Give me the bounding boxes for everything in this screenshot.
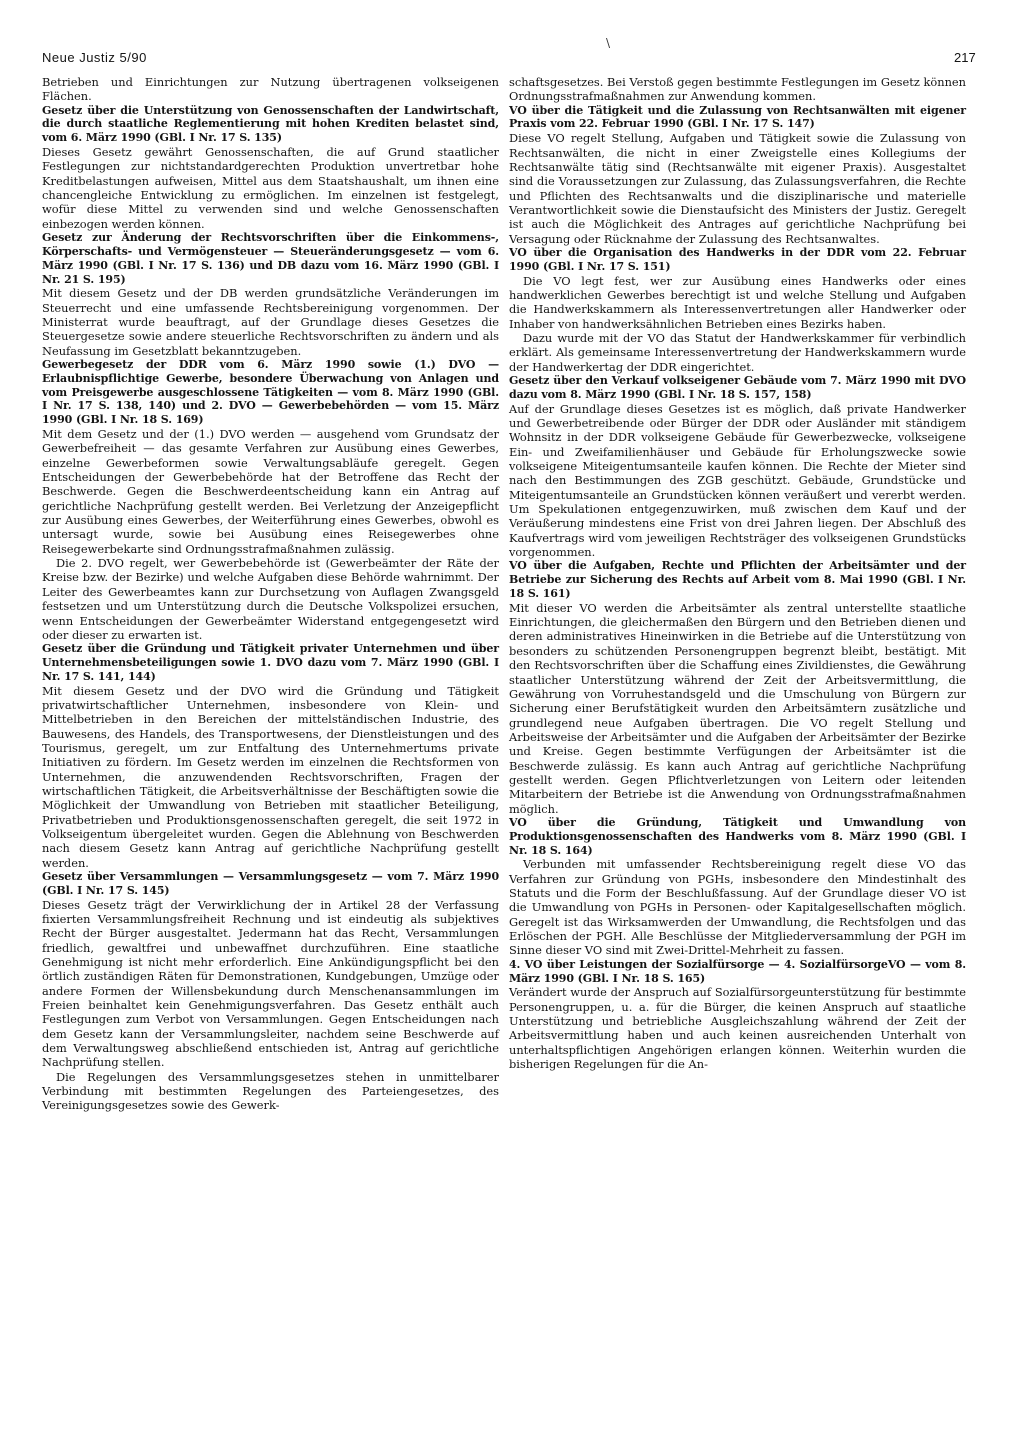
body-paragraph: Die Regelungen des Versammlungsgesetzes stehen in unmittelbarer Verbindung mit bestimmten Regelungen des Parteiengesetzes, des Vereinigungsgesetzes sowie des Gewerk- xyxy=(42,1069,499,1113)
section-heading: Gesetz über Versammlungen — Versammlungsgesetz — vom 7. März 1990 (GBl. I Nr. 17 S. 145) xyxy=(42,870,499,897)
body-paragraph: Verbunden mit umfassender Rechtsbereinigung regelt diese VO das Verfahren zur Gründung von PGHs, insbesondere den Mindestinhalt des Statuts und die Form der Beschlußfassung. Auf der Grundlage dieser VO ist die Umwandlung von PGHs in Personen- oder Kapitalgesellschaften möglich. Geregelt ist das Wirksamwerden der Umwandlung, die Rechtsfolgen und das Erlöschen der PGH. Alle Beschlüsse der Mitgliederversammlung der PGH im Sinne dieser VO sind mit Zwei-Drittel-Mehrheit zu fassen. xyxy=(509,857,966,958)
body-paragraph: Die VO legt fest, wer zur Ausübung eines Handwerks oder eines handwerklichen Gewerbes berechtigt ist und welche Stellung und Aufgaben die Handwerkskammern als Interessenvertretungen aller Handwerker oder Inhaber von handwerksähnlichen Betrieben eines Bezirks haben. xyxy=(509,273,966,331)
section-heading: Gesetz über die Gründung und Tätigkeit privater Unternehmen und über Unternehmensbeteiligungen sowie 1. DVO dazu vom 7. März 1990 (GBl. I Nr. 17 S. 141, 144) xyxy=(42,642,499,683)
section-heading: VO über die Organisation des Handwerks in der DDR vom 22. Februar 1990 (GBl. I Nr. 17 S. 151) xyxy=(509,246,966,273)
section-heading: VO über die Tätigkeit und die Zulassung von Rechtsanwälten mit eigener Praxis vom 22. Februar 1990 (GBl. I Nr. 17 S. 147) xyxy=(509,103,966,131)
body-paragraph: Mit diesem Gesetz und der DVO wird die Gründung und Tätigkeit privatwirtschaftlicher Unternehmen, insbesondere von Klein- und Mittelbetrieben in den Bereichen der mittelständischen Industrie, des Bauwesens, des Handels, des Transportwesens, der Dienstleistungen und des Tourismus, geregelt, um zur Entfaltung des Unternehmertums private Initiativen zu fördern. Im Gesetz werden im einzelnen die Rechtsformen von Unternehmen, die anzuwendenden Rechtsvorschriften, Fragen der wirtschaftlichen Tätigkeit, die Arbeitsverhältnisse der Beschäftigten sowie die Möglichkeit der Umwandlung von Betrieben mit staatlicher Beteiligung, Privatbetrieben und Produktionsgenossenschaften geregelt, die seit 1972 in Volkseigentum übergeleitet wurden. Gegen die Ablehnung von Beschwerden nach diesem Gesetz kann Antrag auf gerichtliche Nachprüfung gestellt werden. xyxy=(42,683,499,870)
body-paragraph: Dazu wurde mit der VO das Statut der Handwerkskammer für verbindlich erklärt. Als gemeinsame Interessenvertretung der Handwerkskammern wurde der Handwerkertag der DDR eingerichtet. xyxy=(509,331,966,374)
section-heading: VO über die Gründung, Tätigkeit und Umwandlung von Produktionsgenossenschaften des Handwerks vom 8. März 1990 (GBl. I Nr. 18 S. 164) xyxy=(509,815,966,857)
body-paragraph: schaftsgesetzes. Bei Verstoß gegen bestimmte Festlegungen im Gesetz können Ordnungsstrafmaßnahmen zur Anwendung kommen. xyxy=(509,75,966,104)
body-paragraph: Dieses Gesetz gewährt Genossenschaften, die auf Grund staatlicher Festlegungen zur nichtstandardgerechten Produktion unvertretbar hohe Kreditbelastungen aufweisen, Mittel aus dem Staatshaushalt, um ihnen eine chancengleiche Entwicklung zu ermöglichen. Im einzelnen ist festgelegt, wofür diese Mittel zu verwenden sind und welche Genossenschaften einbezogen werden können. xyxy=(42,145,499,231)
section-heading: Gesetz zur Änderung der Rechtsvorschriften über die Einkommens-, Körperschafts- und Vermögensteuer — Steueränderungsgesetz — vom 6. März 1990 (GBl. I Nr. 17 S. 136) und DB dazu vom 16. März 1990 (GBl. I Nr. 21 S. 195) xyxy=(42,231,499,286)
section-heading: Gewerbegesetz der DDR vom 6. März 1990 sowie (1.) DVO — Erlaubnispflichtige Gewerbe, besondere Überwachung von Anlagen und vom Preisgewerbe ausgeschlossene Tätigkeiten — vom 8. März 1990 (GBl. I Nr. 17 S. 138, 140) und 2. DVO — Gewerbebehörden — vom 15. März 1990 (GBl. I Nr. 18 S. 169) xyxy=(42,358,499,427)
page-header xyxy=(0,0,1024,65)
body-paragraph: Diese VO regelt Stellung, Aufgaben und Tätigkeit sowie die Zulassung von Rechtsanwälten, die nicht in einer Zweigstelle eines Kollegiums der Rechtsanwälte tätig sind (Rechtsanwälte mit eigener Praxis). Ausgestaltet sind die Voraussetzungen zur Zulassung, das Zulassungsverfahren, die Rechte und Pflichten des Rechtsanwalts und die disziplinarische und materielle Verantwortlichkeit sowie die Dienstaufsicht des Ministers der Justiz. Geregelt ist auch die Möglichkeit des Antrages auf gerichtliche Nachprüfung bei Versagung oder Rücknahme der Zulassung des Rechtsanwaltes. xyxy=(509,131,966,246)
body-paragraph: Mit dem Gesetz und der (1.) DVO werden — ausgehend vom Grundsatz der Gewerbefreiheit — das gesamte Verfahren zur Ausübung eines Gewerbes, einzelne Gewerbeformen sowie Verwaltungsabläufe geregelt. Gegen Entscheidungen der Gewerbebehörde hat der Betroffene das Recht der Beschwerde. Gegen die Beschwerdeentscheidung kann ein Antrag auf gerichtliche Nachprüfung gestellt werden. Bei Verletzung der Anzeigepflicht zur Ausübung eines Gewerbes, der Weiterführung eines Gewerbes, obwohl es untersagt wurde, sowie bei Ausübung eines Reisegewerbes ohne Reisegewerbekarte sind Ordnungsstrafmaßnahmen zulässig. xyxy=(42,427,499,556)
section-heading: 4. VO über Leistungen der Sozialfürsorge — 4. SozialfürsorgeVO — vom 8. März 1990 (GBl. I Nr. 18 S. 165) xyxy=(509,957,966,985)
body-paragraph: Mit diesem Gesetz und der DB werden grundsätzliche Veränderungen im Steuerrecht und eine umfassende Rechtsbereinigung vorgenommen. Der Ministerrat wurde beauftragt, auf der Grundlage dieses Gesetzes die Steuergesetze sowie andere steuerliche Rechtsvorschriften zu ändern und als Neufassung im Gesetzblatt bekanntzugeben. xyxy=(42,286,499,358)
body-paragraph: Mit dieser VO werden die Arbeitsämter als zentral unterstellte staatliche Einrichtungen, die gleichermaßen den Bürgern und den Betrieben dienen und deren administratives Hineinwirken in die Betriebe auf die Unterstützung von besonders zu schützenden Personengruppen begrenzt bleibt, bestätigt. Mit den Rechtsvorschriften über die Schaffung eines Zivildienstes, die Gewährung staatlicher Unterstützung während der Zeit der Arbeitsvermittlung, die Gewährung von Vorruhestandsgeld und die Umschulung von Bürgern zur Sicherung einer Berufstätigkeit wurden den Arbeitsämtern zusätzliche und grundlegend neue Aufgaben übertragen. Die VO regelt Stellung und Arbeitsweise der Arbeitsämter und die Aufgaben der Arbeitsämter der Bezirke und Kreise. Gegen bestimmte Verfügungen der Arbeitsämter ist die Beschwerde zulässig. Es kann auch Antrag auf gerichtliche Nachprüfung gestellt werden. Gegen Pflichtverletzungen von Leitern oder leitenden Mitarbeitern der Betriebe ist die Anwendung von Ordnungsstrafmaßnahmen möglich. xyxy=(509,600,966,816)
section-heading: Gesetz über die Unterstützung von Genossenschaften der Landwirtschaft, die durch staatliche Reglementierung mit hohen Krediten belastet sind, vom 6. März 1990 (GBl. I Nr. 17 S. 135) xyxy=(42,103,499,145)
body-paragraph: Dieses Gesetz trägt der Verwirklichung der in Artikel 28 der Verfassung fixierten Versammlungsfreiheit Rechnung und ist eindeutig als subjektives Recht der Bürger ausgestaltet. Jedermann hat das Recht, Versammlungen friedlich, gewaltfrei und unbewaffnet durchzuführen. Eine staatliche Genehmigung ist nicht mehr erforderlich. Eine Ankündigungspflicht bei den örtlich zuständigen Räten für Demonstrationen, Kundgebungen, Umzüge oder andere Formen der Willensbekundung durch Menschenansammlungen im Freien beinhaltet kein Genehmigungsverfahren. Das Gesetz enthält auch Festlegungen zum Verbot von Versammlungen. Gegen Entscheidungen nach dem Gesetz kann der Versammlungsleiter, nachdem seine Beschwerde auf dem Verwaltungsweg abschließend entschieden ist, Antrag auf gerichtliche Nachprüfung stellen. xyxy=(42,897,499,1070)
journal-issue: Neue Justiz 5/90 xyxy=(42,50,147,65)
body-paragraph: Auf der Grundlage dieses Gesetzes ist es möglich, daß private Handwerker und Gewerbetreibende oder Bürger der DDR oder Ausländer mit ständigem Wohnsitz in der DDR volkseigene Gebäude für Gewerbezwecke, volkseigene Ein- und Zweifamilienhäuser und Gebäude für Erholungszwecke sowie volkseigene Miteigentumsanteile kaufen können. Die Rechte der Mieter sind nach den Bestimmungen des ZGB geschützt. Gebäude, Grundstücke und Miteigentumsanteile an Grundstücken können veräußert und vererbt werden. Um Spekulationen entgegenzuwirken, muß zwischen dem Kauf und der Veräußerung mindestens eine Frist von drei Jahren liegen. Der Abschluß des Kaufvertrags wird vom jeweiligen Rechtsträger des volkseigenen Grundstücks vorgenommen. xyxy=(509,401,966,560)
page-number: 217 xyxy=(954,50,976,65)
left-column xyxy=(42,75,499,1113)
section-heading: Gesetz über den Verkauf volkseigener Gebäude vom 7. März 1990 mit DVO dazu vom 8. März 1990 (GBl. I Nr. 18 S. 157, 158) xyxy=(509,374,966,401)
scan-mark: \ xyxy=(606,36,611,50)
body-paragraph: Die 2. DVO regelt, wer Gewerbebehörde ist (Gewerbeämter der Räte der Kreise bzw. der Bezirke) und welche Aufgaben diese Behörde wahrnimmt. Der Leiter des Gewerbeamtes kann zur Durchsetzung von Auflagen Zwangsgeld festsetzen und um Unterstützung durch die Deutsche Volkspolizei ersuchen, wenn Entscheidungen der Gewerbeämter Widerstand entgegengesetzt wird oder dieser zu erwarten ist. xyxy=(42,556,499,642)
body-paragraph: Betrieben und Einrichtungen zur Nutzung übertragenen volkseigenen Flächen. xyxy=(42,75,499,104)
section-heading: VO über die Aufgaben, Rechte und Pflichten der Arbeitsämter und der Betriebe zur Sicherung des Rechts auf Arbeit vom 8. Mai 1990 (GBl. I Nr. 18 S. 161) xyxy=(509,559,966,600)
right-column xyxy=(509,75,966,1071)
body-paragraph: Verändert wurde der Anspruch auf Sozialfürsorgeunterstützung für bestimmte Personengruppen, u. a. für die Bürger, die keinen Anspruch auf staatliche Unterstützung und betriebliche Ausgleichszahlung während der Zeit der Arbeitsvermittlung haben und auch keinen ausreichenden Unterhalt von unterhaltspflichtigen Angehörigen erlangen können. Weiterhin wurden die bisherigen Regelungen für die An- xyxy=(509,985,966,1072)
